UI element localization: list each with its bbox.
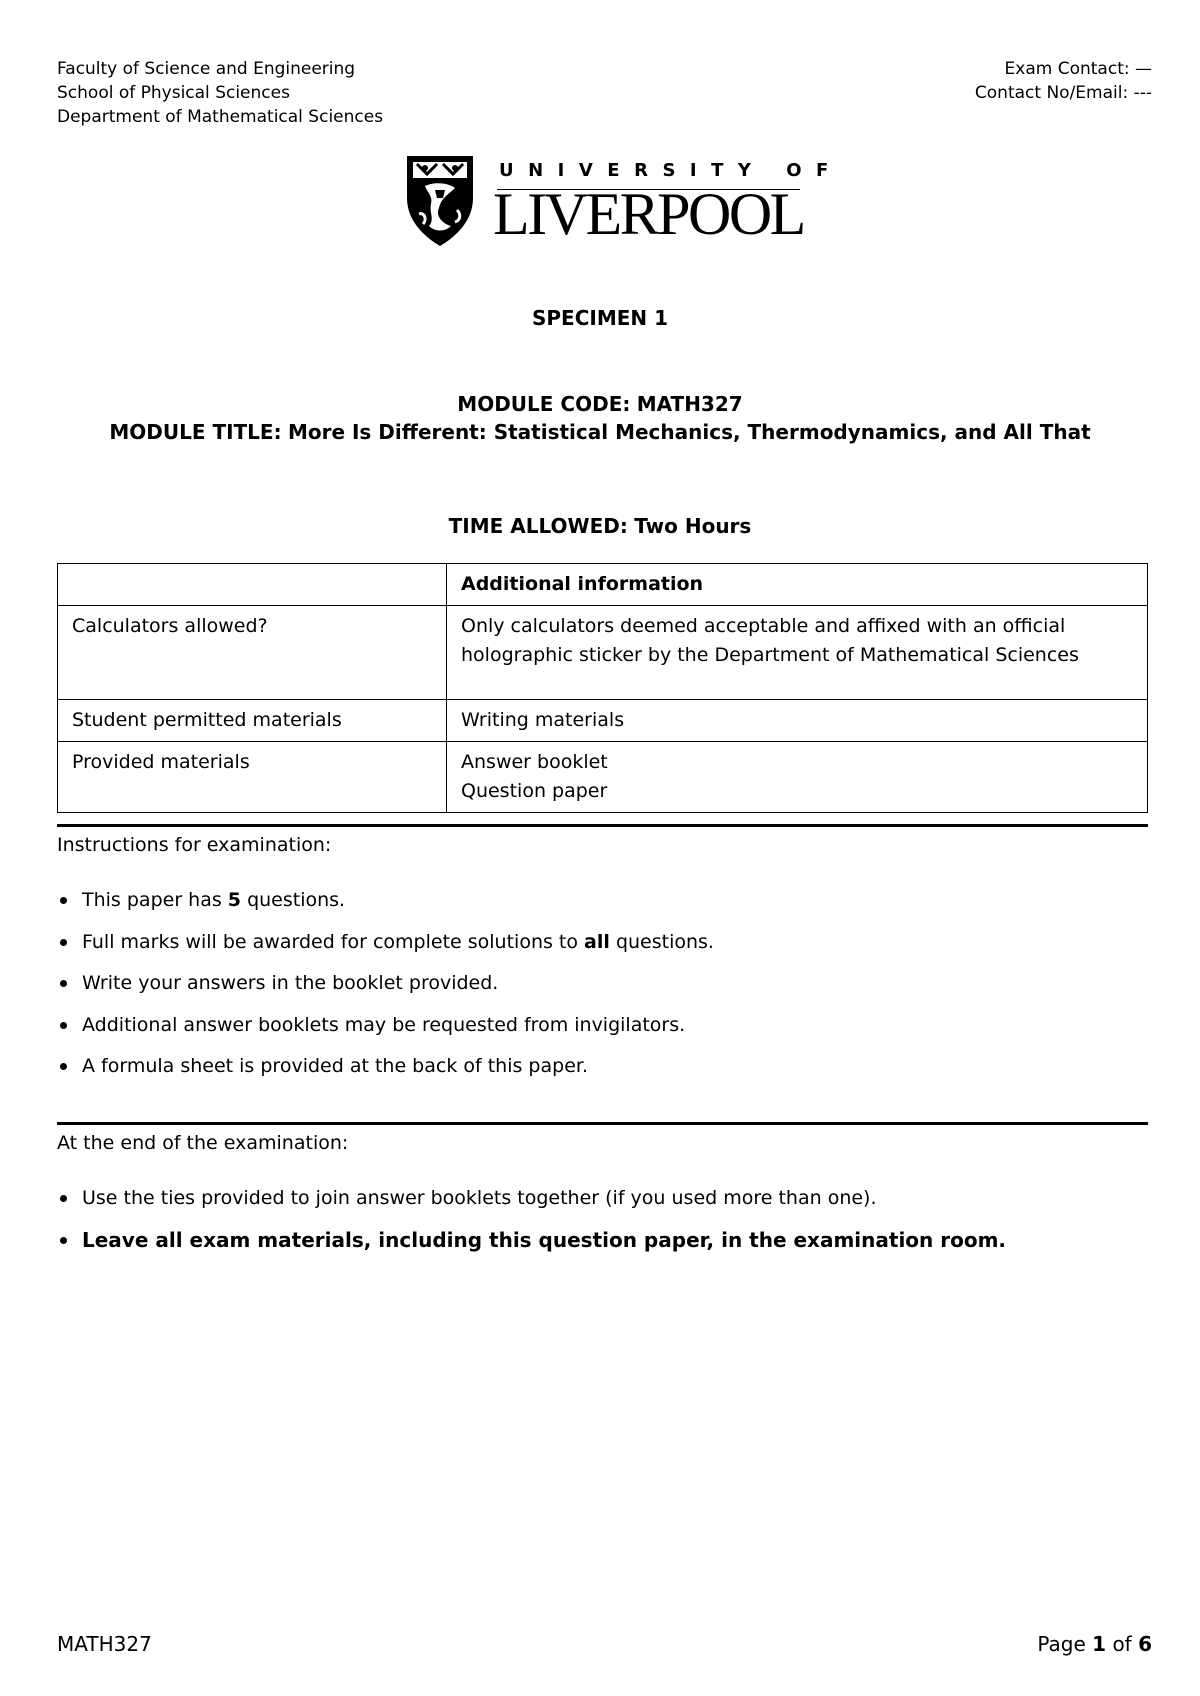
bullet-icon <box>60 1195 67 1202</box>
bullet-icon <box>60 897 67 904</box>
table-cell-line: Answer booklet <box>461 751 608 773</box>
provided-materials-value <box>447 742 1148 813</box>
calculators-label: Calculators allowed? <box>58 606 447 700</box>
contact-email-line: Contact No/Email: --- <box>974 83 1152 103</box>
time-allowed-value: Two Hours <box>634 514 752 538</box>
list-item-text: A formula sheet is provided at the back of this paper. <box>82 1055 588 1077</box>
list-item <box>57 928 714 956</box>
end-heading: At the end of the examination: <box>57 1132 349 1154</box>
table-header-row <box>58 564 1148 606</box>
crest-icon <box>405 154 475 248</box>
bullet-icon <box>60 1022 67 1029</box>
list-item-text: questions. <box>241 889 346 911</box>
table-cell-line: Only calculators deemed acceptable and affixed with an official <box>461 615 1066 637</box>
university-logo <box>405 154 843 248</box>
specimen-title: SPECIMEN 1 <box>531 306 669 330</box>
table-cell-line: Writing materials <box>461 709 625 731</box>
module-code <box>0 392 1200 416</box>
module-title-value: More Is Different: Statistical Mechanics, Thermodynamics, and All That <box>287 420 1091 444</box>
section-divider <box>57 824 1148 827</box>
table-cell <box>58 564 447 606</box>
module-code-label: MODULE CODE: <box>457 392 631 416</box>
time-allowed-label: TIME ALLOWED: <box>448 514 628 538</box>
additional-info-table <box>57 563 1148 813</box>
list-item-text: Use the ties provided to join answer booklets together (if you used more than one). <box>82 1187 877 1209</box>
table-header-cell: Additional information <box>447 564 1148 606</box>
contact-block <box>975 57 1152 105</box>
list-item <box>57 886 714 914</box>
end-list <box>57 1184 1006 1267</box>
bullet-icon <box>60 1063 67 1070</box>
page-word: Page <box>1037 1632 1086 1656</box>
list-item-text: Additional answer booklets may be requested from invigilators. <box>82 1013 686 1036</box>
list-item-emphasis: 5 <box>227 889 242 911</box>
page-current: 1 <box>1092 1632 1107 1656</box>
table-cell-line: Question paper <box>461 780 608 802</box>
department-line: Department of Mathematical Sciences <box>57 107 384 127</box>
list-item-text: Write your answers in the booklet provided. <box>82 972 499 994</box>
bullet-icon <box>60 939 67 946</box>
table-row <box>58 742 1148 813</box>
module-code-value: MATH327 <box>636 392 743 416</box>
time-allowed <box>0 514 1200 538</box>
list-item <box>57 1052 714 1080</box>
logo-university-of: UNIVERSITY OF <box>499 160 843 181</box>
page-total: 6 <box>1138 1632 1152 1656</box>
module-title <box>0 420 1200 444</box>
table-row <box>58 700 1148 742</box>
exam-contact-line: Exam Contact: — <box>1004 59 1152 79</box>
table-cell-line: holographic sticker by the Department of Mathematical Sciences <box>461 644 1079 666</box>
list-item <box>57 1184 1006 1212</box>
page-number <box>1037 1632 1152 1656</box>
list-item-text: questions. <box>609 930 714 953</box>
instructions-heading: Instructions for examination: <box>57 834 332 856</box>
list-item <box>57 1011 714 1039</box>
list-item-emphasis: all <box>584 930 610 953</box>
school-line: School of Physical Sciences <box>57 83 290 103</box>
section-divider <box>57 1122 1148 1125</box>
module-title-label: MODULE TITLE: <box>109 420 282 444</box>
bullet-icon <box>60 980 67 987</box>
faculty-line: Faculty of Science and Engineering <box>57 59 356 79</box>
list-item <box>57 1226 1006 1254</box>
list-item <box>57 969 714 997</box>
list-item-text: Full marks will be awarded for complete solutions to <box>82 930 585 953</box>
table-row <box>58 606 1148 700</box>
list-item-text: Leave all exam materials, including this question paper, in the examination room. <box>82 1227 1007 1252</box>
instructions-list <box>57 886 714 1094</box>
permitted-materials-label: Student permitted materials <box>58 700 447 742</box>
faculty-block <box>57 57 383 129</box>
list-item-text: This paper has <box>82 889 228 911</box>
of-word: of <box>1112 1632 1132 1656</box>
calculators-value <box>447 606 1148 700</box>
permitted-materials-value <box>447 700 1148 742</box>
provided-materials-label: Provided materials <box>58 742 447 813</box>
footer-module: MATH327 <box>57 1632 152 1656</box>
bullet-icon <box>60 1237 67 1244</box>
logo-liverpool: LIVERPOOL <box>493 181 804 247</box>
